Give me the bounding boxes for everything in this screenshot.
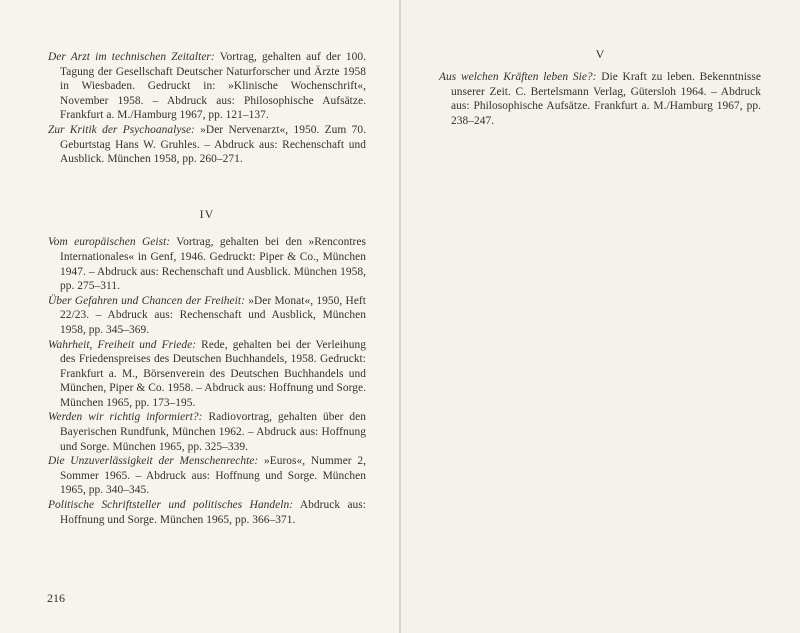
bibliography-entry — [48, 498, 366, 527]
left-page — [0, 0, 399, 633]
entry-text: Radiovortrag, gehalten über den Bayerischen Rundfunk, München 1962. – Abdruck aus: Hoffnung und Sorge. München 1965, pp. 325–339. — [60, 411, 366, 453]
page-number: 216 — [47, 591, 65, 605]
bibliography-entry — [48, 123, 366, 167]
entry-text: Rede, gehalten bei der Verleihung des Friedenspreises des Deutschen Buchhandels, 1958. Gedruckt: Frankfurt a. M., Börsenverein des Deutschen Buchhandels und München, Piper & Co. 1958. – Abdruck aus: Hoffnung und Sorge. München 1965, pp. 173–195. — [60, 338, 366, 409]
entry-text: Die Kraft zu leben. Bekenntnisse unserer Zeit. C. Bertelsmann Verlag, Gütersloh 1964. – Abdruck aus: Philosophische Aufsätze. Frankfurt a. M./Hamburg 1967, pp. 238–247. — [451, 71, 761, 127]
entry-title: Die Unzuverlässigkeit der Menschenrechte: — [48, 455, 259, 468]
section-heading-iv: IV — [199, 206, 215, 221]
entry-text: Abdruck aus: Hoffnung und Sorge. München 1965, pp. 366–371. — [60, 499, 366, 526]
left-page-content — [48, 50, 366, 527]
right-page — [401, 0, 800, 633]
entry-title: Werden wir richtig informiert?: — [48, 411, 203, 424]
entry-text: »Der Monat«, 1950, Heft 22/23. – Abdruck aus: Rechenschaft und Ausblick, München 1958, pp. 345–369. — [60, 294, 366, 336]
entry-title: Zur Kritik der Psychoanalyse: — [48, 123, 195, 136]
entry-title: Wahrheit, Freiheit und Friede: — [48, 338, 197, 351]
right-page-content — [439, 70, 761, 128]
entry-text: »Der Nervenarzt«, 1950. Zum 70. Geburtstag Hans W. Gruhles. – Abdruck aus: Rechenschaft und Ausblick. München 1958, pp. 260–271. — [60, 123, 366, 166]
bibliography-entry — [439, 70, 761, 128]
bibliography-entry — [48, 338, 366, 411]
section-heading-v: V — [595, 47, 606, 61]
entry-title: Vom europäischen Geist: — [48, 236, 171, 249]
bibliography-entry — [48, 454, 366, 498]
entry-title: Politische Schriftsteller und politisches Handeln: — [48, 499, 294, 512]
bibliography-entry — [48, 235, 366, 293]
entry-title: Der Arzt im technischen Zeitalter: — [48, 51, 215, 63]
bibliography-entry — [48, 50, 366, 123]
entry-text: Vortrag, gehalten bei den »Rencontres Internationales« in Genf, 1946. Gedruckt: Piper & Co., München 1947. – Abdruck aus: Rechenschaft und Ausblick. München 1958, pp. 275–311. — [60, 236, 366, 293]
bibliography-entry — [48, 294, 366, 338]
entry-title: Über Gefahren und Chancen der Freiheit: — [48, 294, 245, 307]
bibliography-entry — [48, 410, 366, 454]
entry-text: »Euros«, Nummer 2, Sommer 1965. – Abdruck aus: Hoffnung und Sorge. München 1965, pp. 340–345. — [60, 455, 366, 497]
entry-title: Aus welchen Kräften leben Sie?: — [439, 71, 597, 83]
entry-text: Vortrag, gehalten auf der 100. Tagung der Gesellschaft Deutscher Naturforscher und Ärzte 1958 in Wiesbaden. Gedruckt in: »Klinische Wochenschrift«, November 1958. – Abdruck aus: Philosophische Aufsätze. Frankfurt a. M./Hamburg 1967, pp. 121–137. — [60, 51, 366, 122]
